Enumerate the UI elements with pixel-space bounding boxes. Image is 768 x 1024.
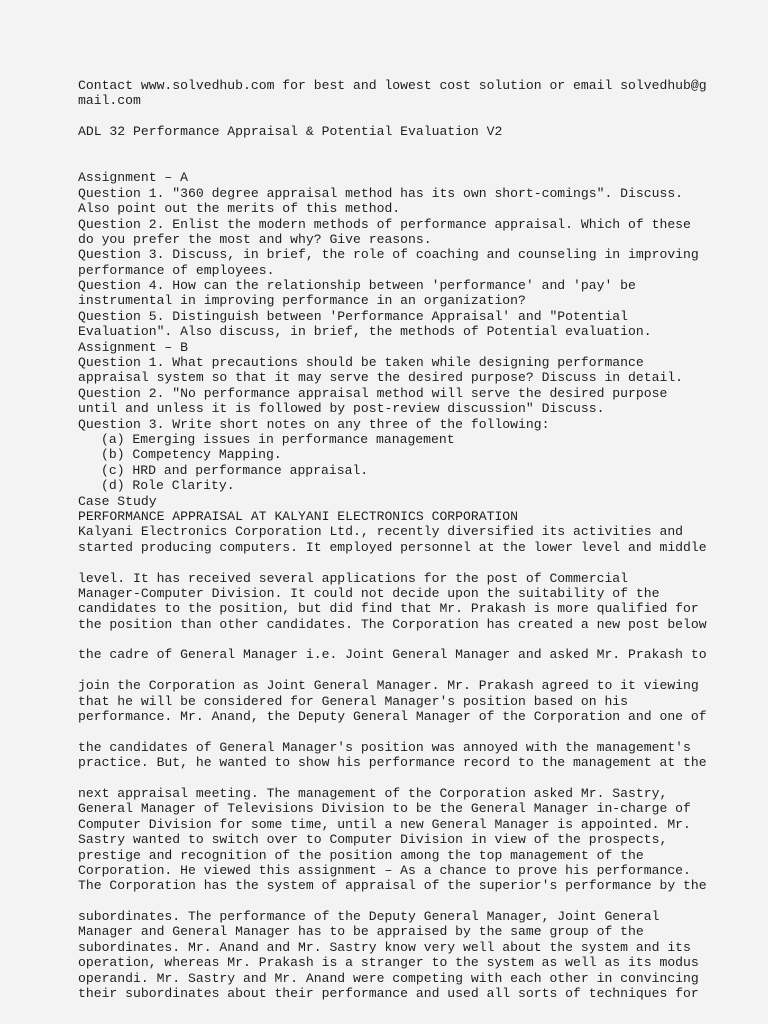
case-study-line: The Corporation has the system of appraisal of the superior's performance by the	[78, 878, 707, 894]
short-note-option: (a) Emerging issues in performance management	[101, 431, 455, 447]
assignment-a-line: performance of employees.	[78, 262, 275, 278]
spacer	[78, 663, 758, 678]
spacer	[78, 109, 758, 124]
assignment-b-heading: Assignment – B	[78, 339, 189, 355]
assignment-b-line: appraisal system so that it may serve the desired purpose? Discuss in detail.	[78, 370, 684, 386]
case-study-line: prestige and recognition of the position among the top management of the	[78, 847, 644, 863]
case-study-line: level. It has received several applications for the post of Commercial	[78, 570, 629, 586]
case-study-heading: Case Study	[78, 493, 157, 509]
case-study-line: subordinates. The performance of the Deputy General Manager, Joint General	[78, 909, 660, 925]
case-study-line: Manager and General Manager has to be appraised by the same group of the	[78, 924, 644, 940]
assignment-a-line: Question 3. Discuss, in brief, the role of coaching and counseling in improving	[78, 247, 699, 263]
assignment-a-line: Question 1. "360 degree appraisal method has its own short-comings". Discuss.	[78, 185, 684, 201]
short-note-option: (b) Competency Mapping.	[101, 447, 282, 463]
short-note-option: (c) HRD and performance appraisal.	[101, 462, 369, 478]
case-study-title: PERFORMANCE APPRAISAL AT KALYANI ELECTRONICS CORPORATION	[78, 508, 519, 524]
case-study-line: General Manager of Televisions Division to be the General Manager in-charge of	[78, 801, 691, 817]
assignment-b-line: Question 3. Write short notes on any three of the following:	[78, 416, 550, 432]
case-study-line: the cadre of General Manager i.e. Joint General Manager and asked Mr. Prakash to	[78, 647, 707, 663]
assignment-a-line: Question 5. Distinguish between 'Performance Appraisal' and "Potential	[78, 308, 629, 324]
case-study-line: Manager-Computer Division. It could not decide upon the suitability of the	[78, 585, 660, 601]
assignment-a-line: do you prefer the most and why? Give reasons.	[78, 231, 432, 247]
spacer	[78, 771, 758, 786]
case-study-line: started producing computers. It employed personnel at the lower level and middle	[78, 539, 707, 555]
case-study-line: the candidates of General Manager's position was annoyed with the management's	[78, 739, 691, 755]
case-study-line: Kalyani Electronics Corporation Ltd., recently diversified its activities and	[78, 524, 684, 540]
spacer	[78, 140, 758, 155]
spacer	[78, 894, 758, 909]
document-body	[78, 78, 758, 1001]
case-study-line: subordinates. Mr. Anand and Mr. Sastry know very well about the system and its	[78, 939, 691, 955]
assignment-a-line: instrumental in improving performance in an organization?	[78, 293, 526, 309]
case-study-line: performance. Mr. Anand, the Deputy General Manager of the Corporation and one of	[78, 709, 707, 725]
spacer	[78, 724, 758, 739]
assignment-a-line: Question 2. Enlist the modern methods of performance appraisal. Which of these	[78, 216, 691, 232]
assignment-b-line: until and unless it is followed by post-review discussion" Discuss.	[78, 401, 605, 417]
case-study-line: Corporation. He viewed this assignment – As a chance to prove his performance.	[78, 862, 691, 878]
case-study-line: join the Corporation as Joint General Manager. Mr. Prakash agreed to it viewing	[78, 678, 699, 694]
case-study-line: operandi. Mr. Sastry and Mr. Anand were competing with each other in convincing	[78, 970, 699, 986]
case-study-line: that he will be considered for General Manager's position based on his	[78, 693, 629, 709]
assignment-a-line: Also point out the merits of this method.	[78, 201, 401, 217]
case-study-line: candidates to the position, but did find that Mr. Prakash is more qualified for	[78, 601, 699, 617]
assignment-a-heading: Assignment – A	[78, 170, 189, 186]
assignment-a-line: Question 4. How can the relationship between 'performance' and 'pay' be	[78, 278, 636, 294]
spacer	[78, 555, 758, 570]
case-study-line: operation, whereas Mr. Prakash is a stranger to the system as well as its modus	[78, 955, 699, 971]
case-study-line: Sastry wanted to switch over to Computer Division in view of the prospects,	[78, 832, 668, 848]
case-study-line: Computer Division for some time, until a new General Manager is appointed. Mr.	[78, 816, 691, 832]
case-study-line: their subordinates about their performance and used all sorts of techniques for	[78, 986, 699, 1002]
assignment-b-line: Question 1. What precautions should be taken while designing performance	[78, 355, 644, 371]
contact-line: Contact www.solvedhub.com for best and lowest cost solution or email solvedhub@g	[78, 78, 707, 93]
assignment-b-line: Question 2. "No performance appraisal method will serve the desired purpose	[78, 385, 668, 401]
spacer	[78, 155, 758, 170]
case-study-line: practice. But, he wanted to show his performance record to the management at the	[78, 755, 707, 771]
case-study-line: the position than other candidates. The Corporation has created a new post below	[78, 616, 707, 632]
short-note-option: (d) Role Clarity.	[101, 478, 235, 494]
case-study-line: next appraisal meeting. The management of the Corporation asked Mr. Sastry,	[78, 785, 668, 801]
contact-line-continued: mail.com	[78, 93, 141, 109]
assignment-a-line: Evaluation". Also discuss, in brief, the methods of Potential evaluation.	[78, 324, 652, 340]
spacer	[78, 632, 758, 647]
course-title: ADL 32 Performance Appraisal & Potential Evaluation V2	[78, 124, 503, 140]
